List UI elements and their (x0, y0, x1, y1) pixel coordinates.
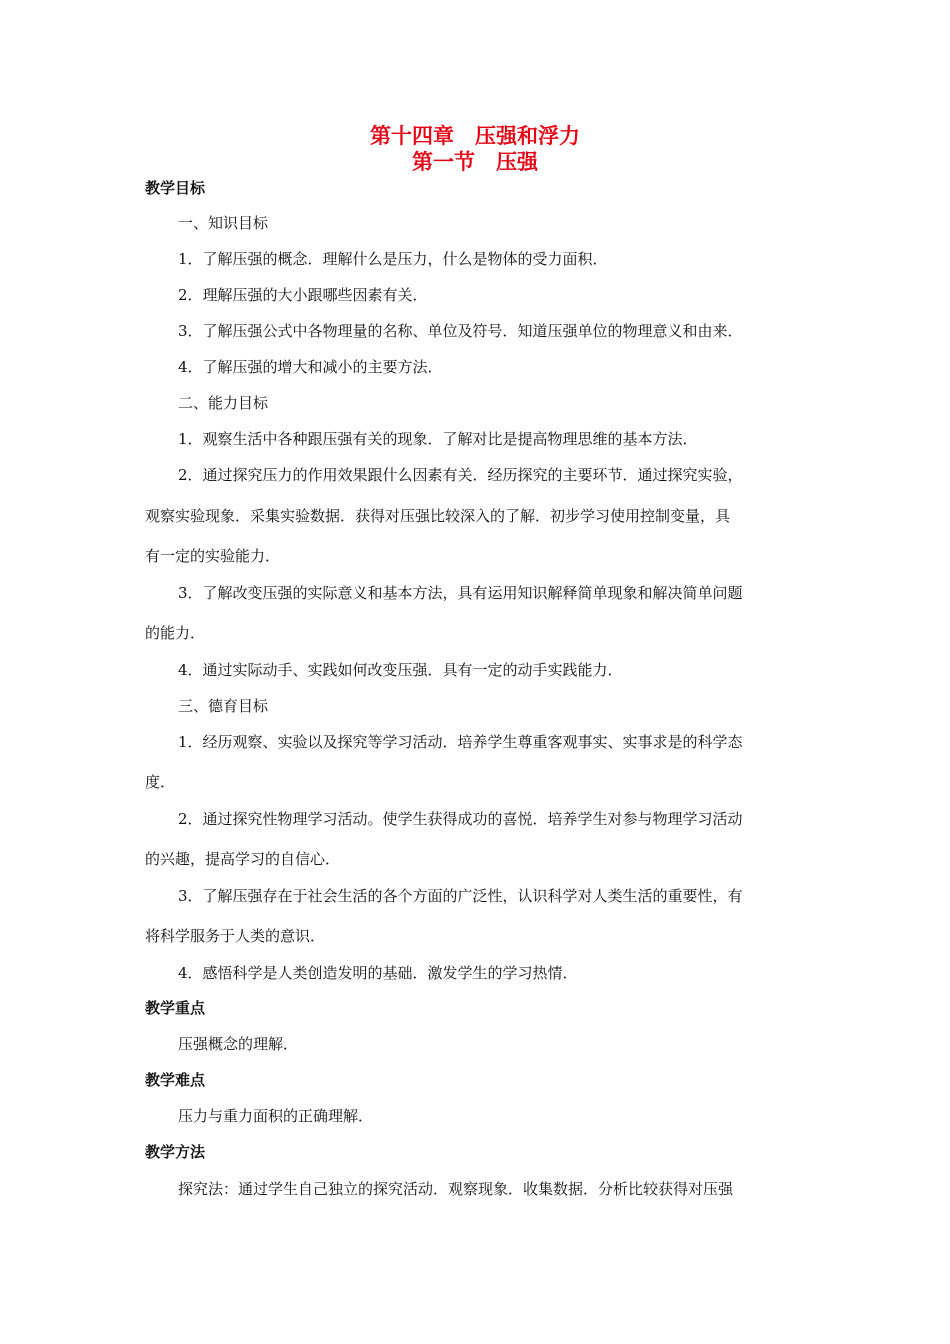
moral-goal-item-continued: 将科学服务于人类的意识． (145, 927, 326, 945)
moral-goal-item: 3．了解压强存在于社会生活的各个方面的广泛性，认识科学对人类生活的重要性，有 (178, 887, 743, 905)
ability-goals-label: 二、能力目标 (178, 394, 269, 412)
ability-goal-item: 2．通过探究压力的作用效果跟什么因素有关．经历探究的主要环节．通过探究实验， (178, 466, 743, 484)
difficulties-heading: 教学难点 (145, 1071, 206, 1089)
knowledge-goal-item: 4．了解压强的增大和减小的主要方法． (178, 358, 443, 376)
key-points-text: 压强概念的理解． (178, 1035, 299, 1053)
moral-goal-item-continued: 的兴趣，提高学习的自信心． (145, 850, 341, 868)
moral-goals-label: 三、德育目标 (178, 697, 269, 715)
knowledge-goal-item: 3．了解压强公式中各物理量的名称、单位及符号．知道压强单位的物理意义和由来． (178, 322, 743, 340)
moral-goal-item: 2．通过探究性物理学习活动。使学生获得成功的喜悦．培养学生对参与物理学习活动 (178, 810, 743, 828)
chapter-title: 第十四章 压强和浮力 (370, 124, 580, 148)
ability-goal-item: 1．观察生活中各种跟压强有关的现象．了解对比是提高物理思维的基本方法． (178, 430, 698, 448)
ability-goal-item-continued: 有一定的实验能力． (145, 547, 281, 565)
knowledge-goals-label: 一、知识目标 (178, 214, 269, 232)
methods-heading: 教学方法 (145, 1143, 206, 1161)
moral-goal-item: 1．经历观察、实验以及探究等学习活动．培养学生尊重客观事实、实事求是的科学态 (178, 733, 743, 751)
ability-goal-item: 3．了解改变压强的实际意义和基本方法，具有运用知识解释简单现象和解决简单问题 (178, 584, 743, 602)
knowledge-goal-item: 2．理解压强的大小跟哪些因素有关． (178, 286, 428, 304)
knowledge-goal-item: 1．了解压强的概念．理解什么是压力，什么是物体的受力面积． (178, 250, 608, 268)
difficulties-text: 压力与重力面积的正确理解． (178, 1107, 374, 1125)
section-title: 第一节 压强 (412, 150, 538, 174)
key-points-heading: 教学重点 (145, 999, 206, 1017)
teaching-goals-heading: 教学目标 (145, 179, 206, 197)
ability-goal-item: 4．通过实际动手、实践如何改变压强．具有一定的动手实践能力． (178, 661, 623, 679)
moral-goal-item-continued: 度． (145, 773, 176, 791)
ability-goal-item-continued: 的能力． (145, 624, 206, 642)
ability-goal-item-continued: 观察实验现象．采集实验数据．获得对压强比较深入的了解．初步学习使用控制变量，具 (145, 507, 731, 525)
moral-goal-item: 4．感悟科学是人类创造发明的基础．激发学生的学习热情． (178, 964, 578, 982)
methods-text: 探究法：通过学生自己独立的探究活动．观察现象．收集数据．分析比较获得对压强 (178, 1180, 734, 1198)
